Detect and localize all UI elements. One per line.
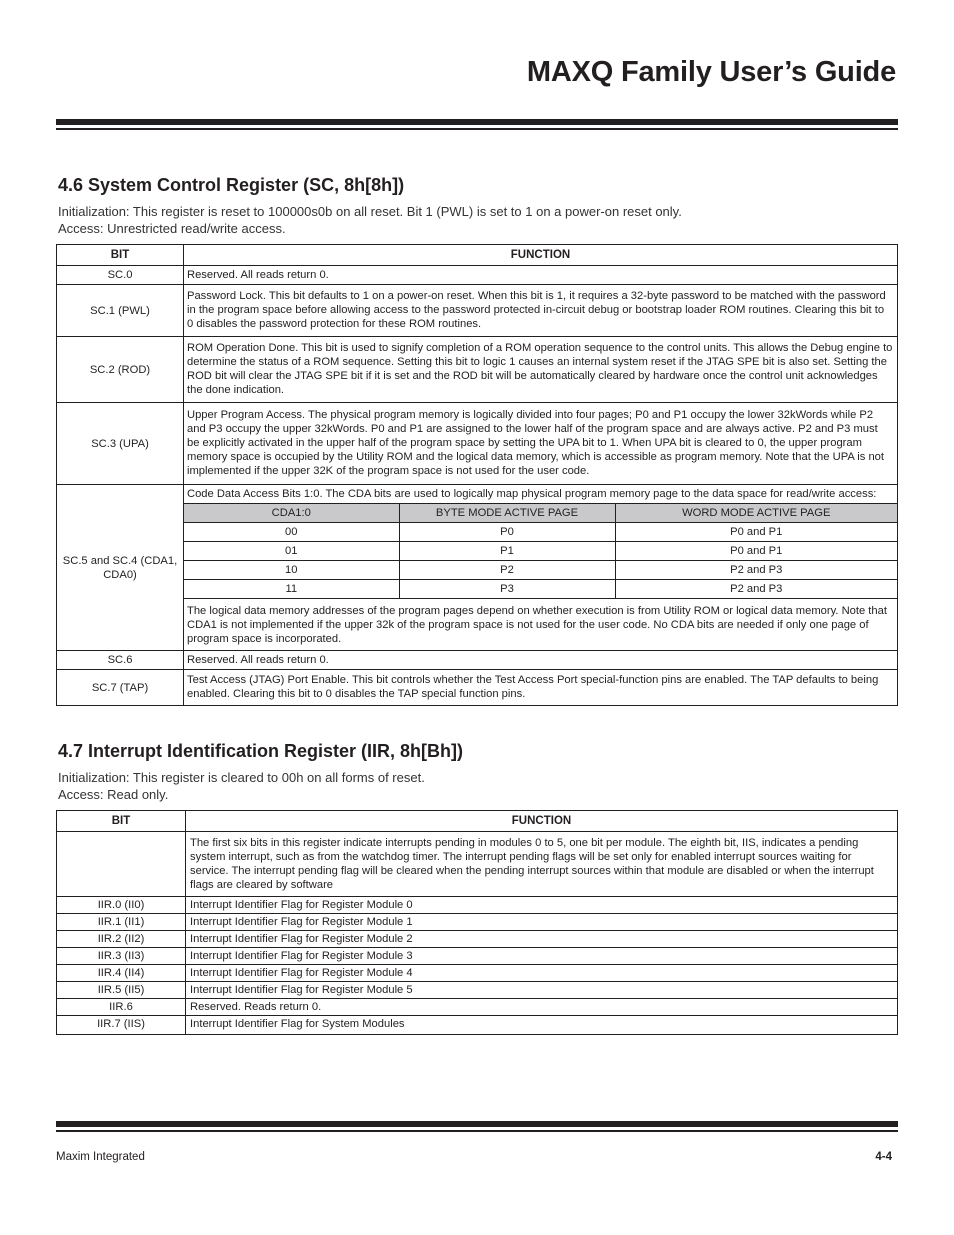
section-heading-iir: 4.7 Interrupt Identification Register (IIR, 8h[Bh]) <box>58 741 464 761</box>
table-row <box>57 485 898 651</box>
cda-row <box>184 542 897 561</box>
iir-register-table <box>56 810 898 1035</box>
bit-cell: IIR.7 (IIS) <box>57 1016 186 1035</box>
sc-register-table <box>56 244 898 706</box>
table-row <box>57 914 898 931</box>
function-cell: Upper Program Access. The physical program memory is logically divided into four pages; P0 and P1 occupy the lower 32kWords while P2 and P3 occupy the upper 32kWords. P0 and P1 are assigned to the lower half of the program space and are always active. P2 and P3 must be explicitly activated in the upper half of the program space by setting the UPA bit to 1. When UPA bit is cleared to 0, the upper program memory space is occupied by the Utility ROM and the logical data memory, which is accessible as program memory. Note that the UPA is not implemented if the upper 32K of the program space is not used for the user code. <box>184 403 898 485</box>
cda-cell: P2 and P3 <box>615 561 897 580</box>
bit-cell: IIR.0 (II0) <box>57 897 186 914</box>
cda-cell: 00 <box>184 523 399 542</box>
table-row <box>57 285 898 337</box>
cda-row <box>184 580 897 599</box>
cda-cell: 11 <box>184 580 399 599</box>
table-row <box>57 948 898 965</box>
cda-header-row <box>184 504 897 523</box>
table-row <box>57 266 898 285</box>
bit-cell: IIR.1 (II1) <box>57 914 186 931</box>
bit-cell: IIR.3 (II3) <box>57 948 186 965</box>
function-cell: Test Access (JTAG) Port Enable. This bit controls whether the Test Access Port special-function pins are enabled. The TAP defaults to being enabled. Clearing this bit to 0 disables the TAP special function pins. <box>184 670 898 706</box>
column-header-function: FUNCTION <box>186 811 898 832</box>
cda-cell: P2 and P3 <box>615 580 897 599</box>
footer-page-number: 4-4 <box>875 1151 892 1163</box>
section-heading-sc: 4.6 System Control Register (SC, 8h[8h]) <box>58 175 405 195</box>
function-cell: Reserved. All reads return 0. <box>184 266 898 285</box>
cda-mapping-table <box>184 503 897 599</box>
table-row <box>57 1016 898 1035</box>
header-rule-thick <box>56 119 898 125</box>
cda-header-cell: CDA1:0 <box>184 504 399 523</box>
table-row <box>57 999 898 1016</box>
sc-meta <box>58 203 682 237</box>
sc-access: Access: Unrestricted read/write access. <box>58 221 286 236</box>
header-rule-thin <box>56 128 898 130</box>
cda-intro: Code Data Access Bits 1:0. The CDA bits are used to logically map physical program memory page to the data space for read/write access: <box>187 488 877 500</box>
table-row <box>57 832 898 897</box>
function-cell-cda <box>184 485 898 651</box>
table-row <box>57 651 898 670</box>
function-cell: Interrupt Identifier Flag for Register Module 2 <box>186 931 898 948</box>
cda-header-cell: BYTE MODE ACTIVE PAGE <box>399 504 615 523</box>
function-cell: Interrupt Identifier Flag for System Modules <box>186 1016 898 1035</box>
sc-initialization: Initialization: This register is reset to 100000s0b on all reset. Bit 1 (PWL) is set to 1 on a power-on reset only. <box>58 204 682 219</box>
iir-meta <box>58 769 425 803</box>
footer-rule-thin <box>56 1130 898 1132</box>
cda-cell: 10 <box>184 561 399 580</box>
cda-row <box>184 523 897 542</box>
function-cell: Interrupt Identifier Flag for Register Module 1 <box>186 914 898 931</box>
bit-cell: SC.6 <box>57 651 184 670</box>
table-row <box>57 337 898 403</box>
table-row <box>57 897 898 914</box>
table-row <box>57 982 898 999</box>
bit-cell: IIR.6 <box>57 999 186 1016</box>
function-cell: ROM Operation Done. This bit is used to signify completion of a ROM operation sequence to the control units. This allows the Debug engine to determine the status of a ROM sequence. Setting this bit to logic 1 causes an internal system reset if the JTAG SPE bit is also set. Setting the ROD bit will clear the JTAG SPE bit if it is set and the ROD bit will be automatically cleared by hardware once the control unit acknowledges the done indication. <box>184 337 898 403</box>
footer-company: Maxim Integrated <box>56 1151 145 1163</box>
table-row <box>57 670 898 706</box>
function-cell: Interrupt Identifier Flag for Register Module 5 <box>186 982 898 999</box>
function-cell: Reserved. Reads return 0. <box>186 999 898 1016</box>
table-row <box>57 965 898 982</box>
function-cell: Interrupt Identifier Flag for Register Module 3 <box>186 948 898 965</box>
function-cell: The first six bits in this register indicate interrupts pending in modules 0 to 5, one bit per module. The eighth bit, IIS, indicates a pending system interrupt, such as from the watchdog timer. The interrupt pending flags will be set only for enabled interrupt sources waiting for service. The interrupt pending flag will be cleared when the pending interrupt sources within that module are disabled or when the interrupt flags are cleared by software <box>186 832 898 897</box>
iir-access: Access: Read only. <box>58 787 169 802</box>
bit-cell: SC.5 and SC.4 (CDA1, CDA0) <box>57 485 184 651</box>
cda-cell: P2 <box>399 561 615 580</box>
table-header-row <box>57 811 898 832</box>
bit-cell: SC.3 (UPA) <box>57 403 184 485</box>
cda-cell: 01 <box>184 542 399 561</box>
table-row <box>57 403 898 485</box>
cda-note: The logical data memory addresses of the program pages depend on whether execution is from Utility ROM or logical data memory. Note that CDA1 is not implemented if the upper 32k of the program space is not used for the user code. No CDA bits are needed if only one page of program space is incorporated. <box>187 605 887 645</box>
function-cell: Reserved. All reads return 0. <box>184 651 898 670</box>
iir-initialization: Initialization: This register is cleared to 00h on all forms of reset. <box>58 770 425 785</box>
function-cell: Password Lock. This bit defaults to 1 on a power-on reset. When this bit is 1, it requires a 32-byte password to be matched with the password in the program space before allowing access to the password protected in-circuit debug or bootstrap loader ROM routines. Clearing this bit to 0 disables the password protection for these ROM routines. <box>184 285 898 337</box>
cda-cell: P0 and P1 <box>615 542 897 561</box>
bit-cell: SC.2 (ROD) <box>57 337 184 403</box>
column-header-bit: BIT <box>57 811 186 832</box>
footer-rule-thick <box>56 1121 898 1127</box>
column-header-function: FUNCTION <box>184 245 898 266</box>
cda-cell: P3 <box>399 580 615 599</box>
cda-cell: P1 <box>399 542 615 561</box>
function-cell: Interrupt Identifier Flag for Register Module 0 <box>186 897 898 914</box>
function-cell: Interrupt Identifier Flag for Register Module 4 <box>186 965 898 982</box>
column-header-bit: BIT <box>57 245 184 266</box>
cda-header-cell: WORD MODE ACTIVE PAGE <box>615 504 897 523</box>
bit-cell-empty <box>57 832 186 897</box>
bit-cell: IIR.5 (II5) <box>57 982 186 999</box>
cda-row <box>184 561 897 580</box>
bit-cell: IIR.4 (II4) <box>57 965 186 982</box>
bit-cell: IIR.2 (II2) <box>57 931 186 948</box>
cda-cell: P0 and P1 <box>615 523 897 542</box>
table-header-row <box>57 245 898 266</box>
bit-cell: SC.0 <box>57 266 184 285</box>
cda-cell: P0 <box>399 523 615 542</box>
bit-cell: SC.7 (TAP) <box>57 670 184 706</box>
table-row <box>57 931 898 948</box>
bit-cell: SC.1 (PWL) <box>57 285 184 337</box>
document-title: MAXQ Family User’s Guide <box>526 56 896 88</box>
